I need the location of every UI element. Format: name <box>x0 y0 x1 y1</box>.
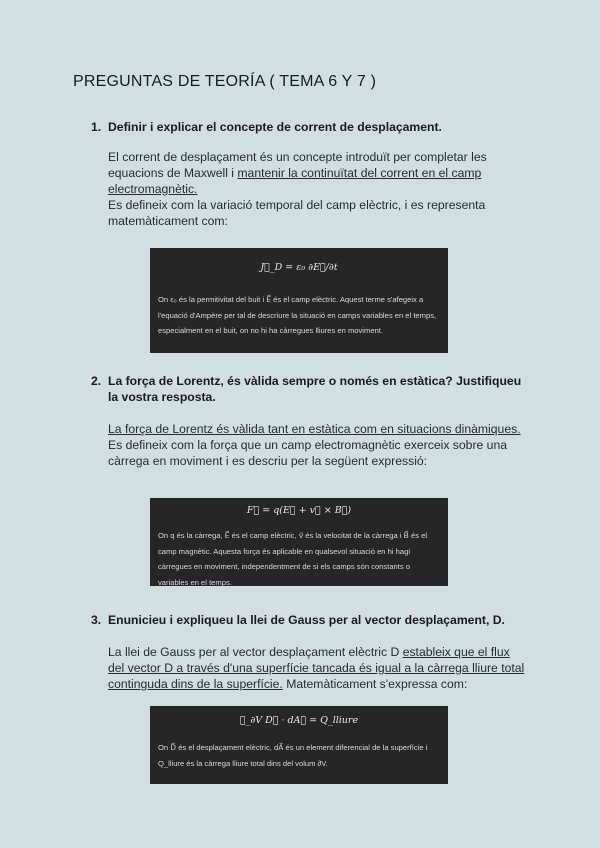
page-title: PREGUNTAS DE TEORÍA ( TEMA 6 Y 7 ) <box>73 73 377 90</box>
formula-explanation: On ε₀ és la permitivitat del buit i E⃗ és el camp elèctric. Aquest terme s'afegeix a l'equació d'Ampère per tal de descriure la situació en camps variables en el temps, especialment en el buit, on no hi ha càrregues lliures en moviment. <box>158 295 437 335</box>
answer-underlined: estableix que el flux del vector D a través d'una superfície tancada és igual a la càrrega lliure total continguda dins de la superfície. <box>108 645 525 691</box>
question-text: Definir i explicar el concepte de corrent de desplaçament. <box>108 120 442 134</box>
question-2-heading <box>91 373 531 405</box>
answer-text: La llei de Gauss per al vector desplaçament elèctric D <box>108 645 403 659</box>
answer-underlined: La força de Lorentz és vàlida tant en estàtica com en situacions dinàmiques. <box>108 422 521 436</box>
answer-3 <box>108 644 528 692</box>
question-number: 2. <box>91 374 102 388</box>
question-text: La força de Lorentz, és vàlida sempre o només en estàtica? Justifiqueu la vostra resposta. <box>108 374 522 404</box>
answer-2 <box>108 421 528 469</box>
question-number: 3. <box>91 613 102 627</box>
formula-box-2 <box>150 498 448 586</box>
answer-text: Matemàticament s'expressa com: <box>282 677 468 691</box>
equation: F⃗ = q(E⃗ + v⃗ × B⃗) <box>246 505 352 516</box>
formula-box-3 <box>150 706 448 784</box>
question-text: Enunicieu i expliqueu la llei de Gauss per al vector desplaçament, D. <box>108 613 505 627</box>
question-3-heading <box>91 612 505 628</box>
question-1-heading <box>91 119 442 135</box>
equation: J⃗_D = ε₀ ∂E⃗/∂t <box>260 262 338 273</box>
answer-text: El corrent de desplaçament és un concepte introduït per completar les equacions de Maxwell i <box>108 150 487 180</box>
formula-explanation: On q és la càrrega, E⃗ és el camp elèctric, v⃗ és la velocitat de la càrrega i B⃗ és el camp magnètic. Aquesta força és aplicable en qualsevol situació en hi hagi càrregues en moviment, independentment de si els camps són constants o variables en el temps. <box>158 531 428 587</box>
answer-text: Es defineix com la variació temporal del camp elèctric, i es representa matemàticament com: <box>108 198 486 228</box>
answer-text: Es defineix com la força que un camp electromagnètic exerceix sobre una càrrega en moviment i es descriu per la següent expressió: <box>108 438 508 468</box>
formula-explanation: On D⃗ és el desplaçament elèctric, dA⃗ és un element diferencial de la superfície i Q_lliure és la càrrega lliure total dins del volum ∂V. <box>158 743 428 768</box>
answer-1 <box>108 149 528 229</box>
answer-underlined: mantenir la continuïtat del corrent en el camp electromagnètic. <box>108 166 482 196</box>
formula-box-1 <box>150 248 448 353</box>
equation: ∮_∂V D⃗ · dA⃗ = Q_lliure <box>239 715 359 726</box>
question-number: 1. <box>91 120 102 134</box>
